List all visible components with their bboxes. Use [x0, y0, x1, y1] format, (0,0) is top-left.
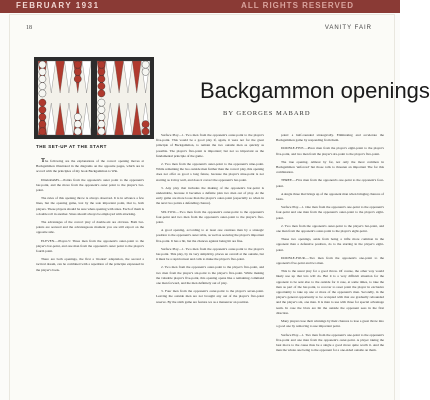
article-column-1 [36, 159, 144, 389]
checker [39, 61, 46, 68]
backgammon-board-illustration [34, 57, 154, 139]
issue-line: FEBRUARY 1931 [16, 1, 100, 10]
checker [39, 75, 46, 82]
paragraph: Many players lose their winnings by their chances to lose a great throw into a good one by removing to use important point. [276, 319, 384, 329]
paragraph: DIAGRAMS.—Points from the opponent's outer point to the opponent's bar-point, and the move from the opponent's outer point to the player's bar-point. [36, 177, 144, 193]
article-title: Backgammon openings [200, 78, 430, 103]
checker [98, 106, 105, 113]
paragraph: The following are the explanations of the correct opening moves at Backgammon illustrated in the diagrams on the opposite pages, which are in accord with the principles of my book Backgammon to Win. [36, 158, 144, 174]
paragraph: The rules of this opening throw is always observed. It is in advance a few lines, but the opening game, lost by the sole important point, that is, both players. These players should be sure when opening with sixes. Each of them is a double roll in another. Sixes should always be employed with attacking. [36, 196, 144, 216]
checker [98, 68, 105, 75]
paragraph: DOUBLE-FIVE.—Place men from the player's eight-point to the player's five-point, and two men from the player's six-point to the player's five-point. [276, 146, 384, 156]
magazine-page [10, 15, 430, 400]
paragraph: There are both openings, the first a 'modest' adaptation, the second a tactical dream, can be combined with a repetition of the principle expressed in the player's book. [36, 257, 144, 272]
paragraph: This is the usual play for a good throw. Of course, the other way would likely use up that lots will do. But it is a very difficult situation for the opponent to be sent also to the outside for it case, at some times, to take the men as part of the bar-point, to recover to reset point the player in exclusive opportunity to take up one or more of the opponent's men. Secondly, in the player's general opportunity to be occupied with that are gradually rebounded and the player's six, one man. It is man to use with three for special advantage team. In case the blots are hit the outside the opponent sees in the first direction. [276, 269, 384, 315]
checker [74, 121, 81, 128]
paragraph: A single three that brings up of the opponent man when bringing chances of basis. [276, 191, 384, 202]
page-number: 18 [26, 25, 32, 31]
checker [39, 68, 46, 75]
checker [142, 68, 149, 75]
paragraph: Surface Play—1. Two men from the opponent's one-point to the opponent's five-point and one man from the opponent's outer-point. A player taking the best move to the cause thus be a single a good move quite worth it. And the men the whole one being to the opponent for a one-sided outside on them. [276, 332, 384, 353]
checker [39, 99, 46, 106]
checker [98, 128, 105, 135]
checker [98, 61, 105, 68]
paragraph: 2. Two men from the opponent's outer-point to the player's five-point, and two men from the player's six-point to the player's five-point. While making the valuable player's five-point, this opening opens like a remaining command one man forward, and the men definitely out of play. [156, 265, 264, 286]
checker [74, 68, 81, 75]
checker [39, 83, 46, 90]
paragraph: These two openings, aside from being a trifle more common in the opponent than a defensive position, do to the starting in the player's eight-point. [276, 237, 384, 252]
header-right-text: ALL RIGHTS RESERVED [241, 1, 354, 10]
checker [39, 128, 46, 135]
paragraph: 3. Any play that includes the making of the opponent's bar-point is undesirable, because it becomes a definite plan two men out of play. At the early game are more loose than the player's outer-point (especially so when in the next two points a defending chance). [156, 185, 264, 206]
paragraph: SIX-TWO.—Two men from the opponent's outer-point to the opponent's four-point and two men from the opponent's outer-point to the player's five-point. [156, 209, 264, 225]
checker [98, 99, 105, 106]
checker [98, 113, 105, 120]
paragraph: Surface Play—1. Two men from the opponent's outer-point to the player's five-point. This would be a good play if, again, it were not for the great principle of Backgammon, to remain the two outside men as quickly as possible. The player's five-point is important; but not so important as the fundamental principle of the game. [156, 133, 264, 158]
checker [74, 61, 81, 68]
paragraph: THREE.—Five men from the opponent's one-point to the opponent's four-point. [276, 178, 384, 188]
issue-header-band [0, 0, 400, 13]
checker [39, 90, 46, 97]
paragraph: DOUBLE-FOUR.—Two men from the opponent's one-point to the opponent's five-point and two men. [276, 255, 384, 266]
paragraph: 3. Four men from the opponent's outer-point to the player's seven-point. Leaving the outside men are not brought any out of the player's five-point reserve. By the sixth game are feature we as a maneuver an position. [156, 289, 264, 304]
paragraph: A good opening, according to at least one cautious man by a strategic position to the opponent's outer table, as well as securing the player's important five-point. It has a bit, but the chances against being hit are fine. [156, 228, 264, 243]
checker [142, 128, 149, 135]
checker [39, 121, 46, 128]
paragraph: point: a half-rounded strategically. Eliminating and accelerate the Backgammon game by responding from them. [276, 133, 384, 143]
checker [142, 61, 149, 68]
checker [39, 113, 46, 120]
checker [98, 83, 105, 90]
checker [142, 121, 149, 128]
article-column-2 [156, 133, 264, 389]
checker [74, 75, 81, 82]
checker [98, 90, 105, 97]
paragraph: ELEVEN.—Player-5: Three men from the opponent's outer-point to the player's bar-point, and one man from the opponent's outer point to the player's fourth point. [36, 238, 144, 254]
paragraph: 2. Two men from the opponent's outer-point to the opponent's nine-point. While remaining the two outside men further than the correct play, this opening does not offer as good a long future, because the player's nine-point is not starting as it may well, and does it correct the opponent's bar-point. [156, 162, 264, 182]
backgammon-board-figure [34, 57, 154, 139]
paragraph: Surface Play—1. One man from the opponent's one-point to the opponent's four-point and one man from the opponent's outer-point to the player's eight-point. [276, 205, 384, 220]
paragraph: 2. Two men from the opponent's outer-point to the player's bar-point, and one man from the opponent's outer-point to the player's eight-point. [276, 223, 384, 234]
paragraph: Surface Play—1. Two men from the opponent's outer-point to the player's bar-point. This play, by its very simplicity, places an overall at the outside, but it must be a rapid retreat and calls to make the player's five-point. [156, 246, 264, 262]
magazine-name: VANITY FAIR [324, 25, 372, 31]
checker [98, 121, 105, 128]
paragraph: The true opening. Almost by far, not only the most common in Backgammon 'unforced' but those rolls to threaten an important The for this combination. [276, 159, 384, 175]
figure-caption: THE SET-UP AT THE START [36, 144, 107, 149]
checker [39, 106, 46, 113]
article-column-3 [276, 133, 384, 389]
paragraph: The advantages of the correct play of double-six are obvious. Both bar-points are secured and the advantageous moment you are still export on the opposite side. [36, 220, 144, 235]
checker [74, 113, 81, 120]
checker [98, 75, 105, 82]
article-byline: BY GEORGES MABARD [223, 110, 311, 117]
checker [74, 128, 81, 135]
